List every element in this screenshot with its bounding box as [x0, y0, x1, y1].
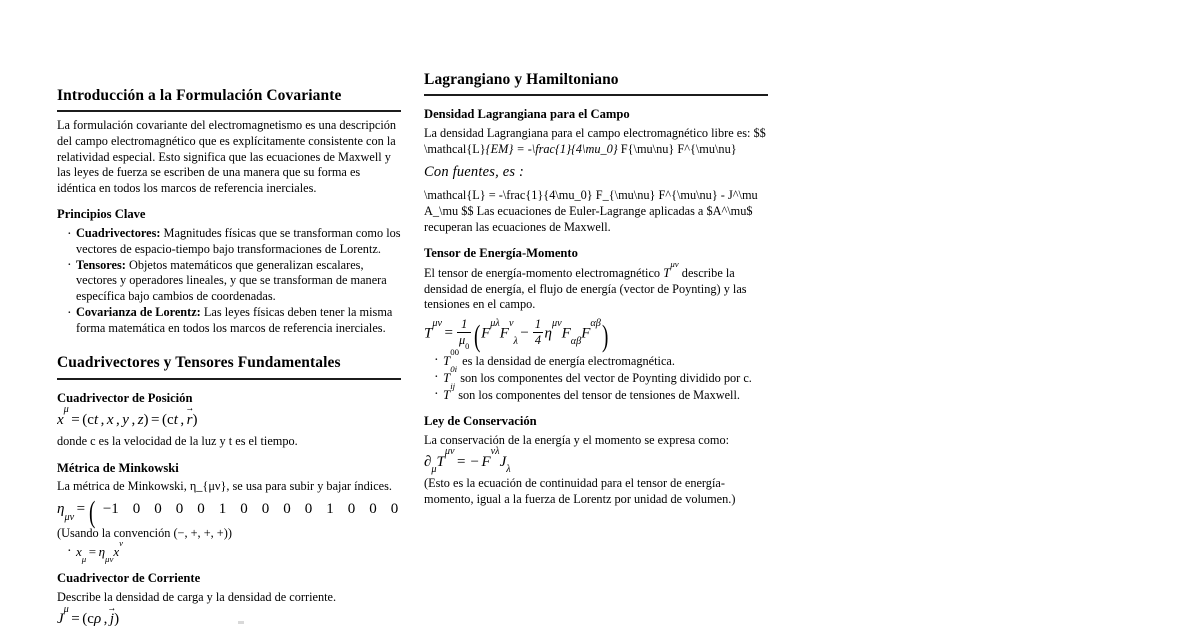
- equation-conservacion: $\partial_\mu T^{\mu\nu}= - F^{\nu\lambda}J_\lambda$: [424, 446, 511, 476]
- note-posicion: donde c es la velocidad de la luz y t es el tiempo.: [57, 434, 298, 449]
- list-item: [434, 363, 768, 387]
- intro-tensor-part-1: El tensor de energía-momento electromagnético: [424, 265, 664, 280]
- clipped-artifact: [238, 621, 244, 624]
- principios-clave-list: [57, 226, 401, 336]
- symbol-T00: $T^{00}$: [443, 346, 460, 368]
- intro-tensor-part-2: describe la densidad de energía, el flujo de energía (vector de Poynting) y las tensiones en el campo.: [424, 265, 747, 312]
- bullet-lead: Cuadrivectores:: [76, 226, 161, 241]
- raw-latex-italic: {EM} = -\frac{1}{4\mu_0}: [485, 141, 618, 156]
- minkowski-bullet-list: [57, 537, 401, 564]
- equation-bajar-indices: $x_\mu = \eta_{\mu\nu}x^\nu$: [76, 537, 124, 564]
- symbol-Tij: $T^{ij}$: [443, 380, 456, 402]
- bullet-text: Las leyes físicas deben tener la misma forma matemática en todos los marcos de referencia inerciales.: [76, 305, 393, 335]
- subtitle-cuadrivector-corriente: Cuadrivector de Corriente: [57, 571, 201, 586]
- list-item: [67, 226, 401, 257]
- equation-tensor-energia-momento: $T^{\mu\nu}=$ $\frac{1}{\mu_0}$ ($F^{\mu\lambda}F^\nu_\lambda-$ $\frac{1}{4}$ $\eta^{\mu\nu}F_{\alpha\beta}F^{\alpha\beta}$): [424, 316, 609, 354]
- intro-corriente: Describe la densidad de carga y la densidad de corriente.: [57, 590, 337, 605]
- bullet-text: es la densidad de energía electromagnética.: [462, 353, 675, 368]
- list-item: [67, 537, 401, 564]
- mathit-con-fuentes: Con fuentes, es :: [424, 164, 525, 181]
- section-title-introduccion: Introducción a la Formulación Covariante: [57, 86, 401, 112]
- section-title-lagrangiano: Lagrangiano y Hamiltoniano: [424, 70, 768, 96]
- list-item: [434, 380, 768, 404]
- bullet-text: Objetos matemáticos que generalizan escalares, vectores y operadores lineales, y que se transforman de manera específica bajo cambios de coordenadas.: [76, 257, 387, 304]
- raw-latex-paragraph-1: [424, 126, 768, 157]
- note-conservacion: (Esto es la ecuación de continuidad para el tensor de energía-momento, igual a la fuerza de Lorentz por unidad de volumen.): [424, 476, 736, 506]
- list-item: [67, 305, 401, 336]
- subtitle-ley-conservacion: Ley de Conservación: [424, 414, 537, 429]
- raw-latex-part-1: La densidad Lagrangiana para el campo electromagnético libre es: $$ \mathcal{L}: [424, 126, 766, 156]
- subtitle-principios-clave: Principios Clave: [57, 207, 146, 222]
- intro-tensor-energia: [424, 258, 768, 313]
- list-item: [434, 346, 768, 370]
- subtitle-densidad-lagrangiana: Densidad Lagrangiana para el Campo: [424, 107, 630, 122]
- convencion-minkowski: (Usando la convención (−, +, +, +)): [57, 526, 232, 541]
- bullet-text: Magnitudes físicas que se transforman como los vectores de espacio-tiempo bajo transformaciones de Lorentz.: [76, 226, 401, 256]
- subtitle-cuadrivector-posicion: Cuadrivector de Posición: [57, 390, 193, 405]
- symbol-tensor-T: $T^{\mu\nu}$: [663, 258, 679, 280]
- raw-latex-paragraph-2: \mathcal{L} = -\frac{1}{4\mu_0} F_{\mu\nu} F^{\mu\nu} - J^\mu A_\mu $$ Las ecuaciones de Euler-Lagrange aplicadas a $A^\mu$ recuperan las ecuaciones de Maxwell.: [424, 188, 758, 234]
- section-title-cuadrivectores: Cuadrivectores y Tensores Fundamentales: [57, 353, 401, 379]
- intro-paragraph: La formulación covariante del electromagnetismo es una descripción del campo electromagnético que es explícitamente consistente con la relatividad especial. Esto significa que las ecuaciones de Maxwell y las leyes de fuerza se escriben de una manera que su forma es idéntica en todos los marcos de referencia inerciales.: [57, 118, 397, 195]
- bullet-text: son los componentes del vector de Poynting dividido por c.: [460, 370, 752, 385]
- section-introduccion: [57, 86, 401, 336]
- equation-corriente: $J^\mu= (c\rho$ , j →): [57, 611, 401, 626]
- equation-posicion: $x^\mu= (ct$ , x , y , z) = (ct , r →): [57, 412, 401, 429]
- bullet-text: son los componentes del tensor de tensiones de Maxwell.: [458, 387, 740, 402]
- right-column: [424, 70, 768, 626]
- section-cuadrivectores: [57, 353, 401, 626]
- bullet-lead: Tensores:: [76, 257, 126, 272]
- list-item: [67, 258, 401, 305]
- subtitle-metrica-minkowski: Métrica de Minkowski: [57, 460, 179, 475]
- equation-metrica-minkowski: $\eta_{\mu\nu}=$ ( −1 0 0 0 0 1 0 0 0 0 1 0 0 0: [57, 495, 399, 530]
- bullet-lead: Covarianza de Lorentz:: [76, 305, 201, 320]
- raw-latex-part-2: F{\mu\nu} F^{\mu\nu}: [617, 141, 737, 156]
- symbol-T0i: $T^{0i}$: [443, 363, 458, 385]
- intro-minkowski: La métrica de Minkowski, η_{μν}, se usa para subir y bajar índices.: [57, 479, 392, 494]
- section-lagrangiano: [424, 70, 768, 507]
- intro-conservacion: La conservación de la energía y el momento se expresa como:: [424, 433, 730, 448]
- left-column: [57, 86, 401, 626]
- tensor-components-list: [424, 346, 768, 404]
- subtitle-tensor-energia-momento: Tensor de Energía-Momento: [424, 246, 578, 261]
